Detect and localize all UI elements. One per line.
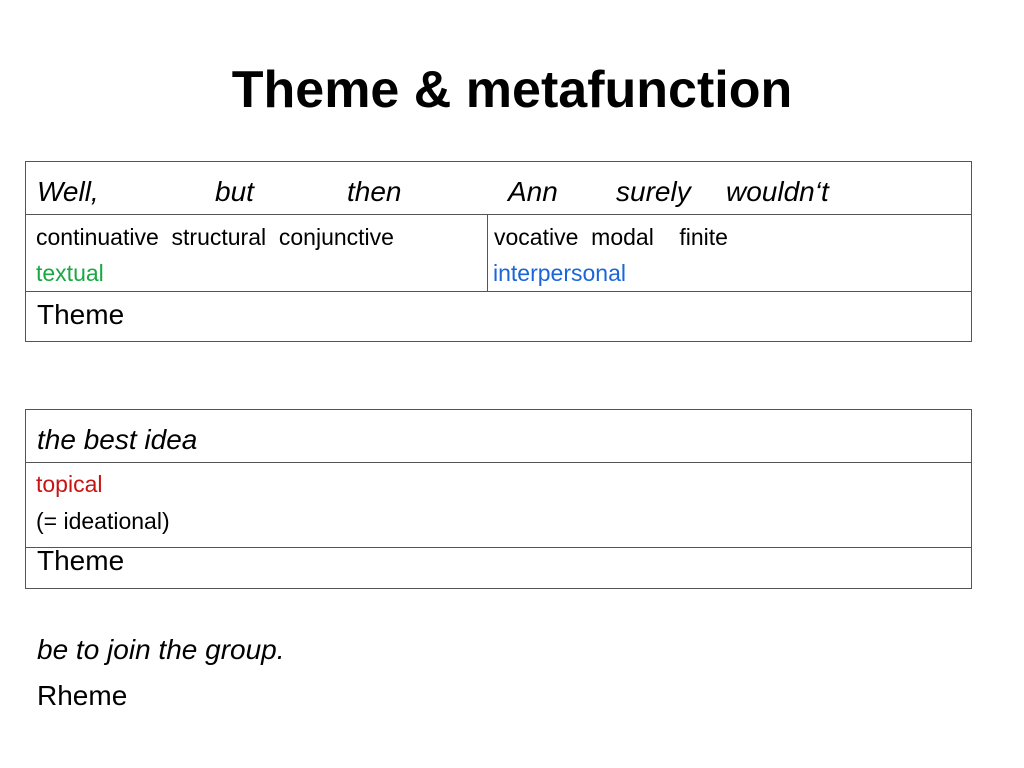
column-divider (487, 215, 488, 291)
phrase-row (26, 410, 971, 462)
word-ann: Ann (508, 176, 558, 207)
metafunction-row (26, 462, 971, 547)
topical-phrase: the best idea (37, 424, 198, 455)
functions-row (26, 214, 971, 291)
clause-words-row (26, 162, 971, 214)
metafunction-topical: topical (36, 471, 103, 497)
word-wouldnt: wouldn‘t (726, 176, 829, 207)
theme-label-row (26, 291, 971, 341)
interpersonal-functions: vocative modal finite (494, 224, 728, 250)
word-well: Well, (37, 176, 99, 207)
metafunction-interpersonal: interpersonal (493, 260, 626, 286)
theme-table-topical (25, 409, 972, 589)
word-but: but (215, 176, 254, 207)
theme-label: Theme (37, 299, 125, 330)
theme-label: Theme (37, 545, 125, 576)
rheme-label: Rheme (37, 680, 128, 711)
textual-functions: continuative structural conjunctive (36, 224, 394, 250)
ideational-gloss: (= ideational) (36, 508, 170, 534)
word-then: then (347, 176, 402, 207)
rheme-text: be to join the group. (37, 634, 285, 665)
page-title: Theme & metafunction (231, 61, 793, 119)
word-surely: surely (616, 176, 691, 207)
theme-table-textual-interpersonal (25, 161, 972, 342)
metafunction-textual: textual (36, 260, 104, 286)
theme-label-row (26, 547, 971, 588)
